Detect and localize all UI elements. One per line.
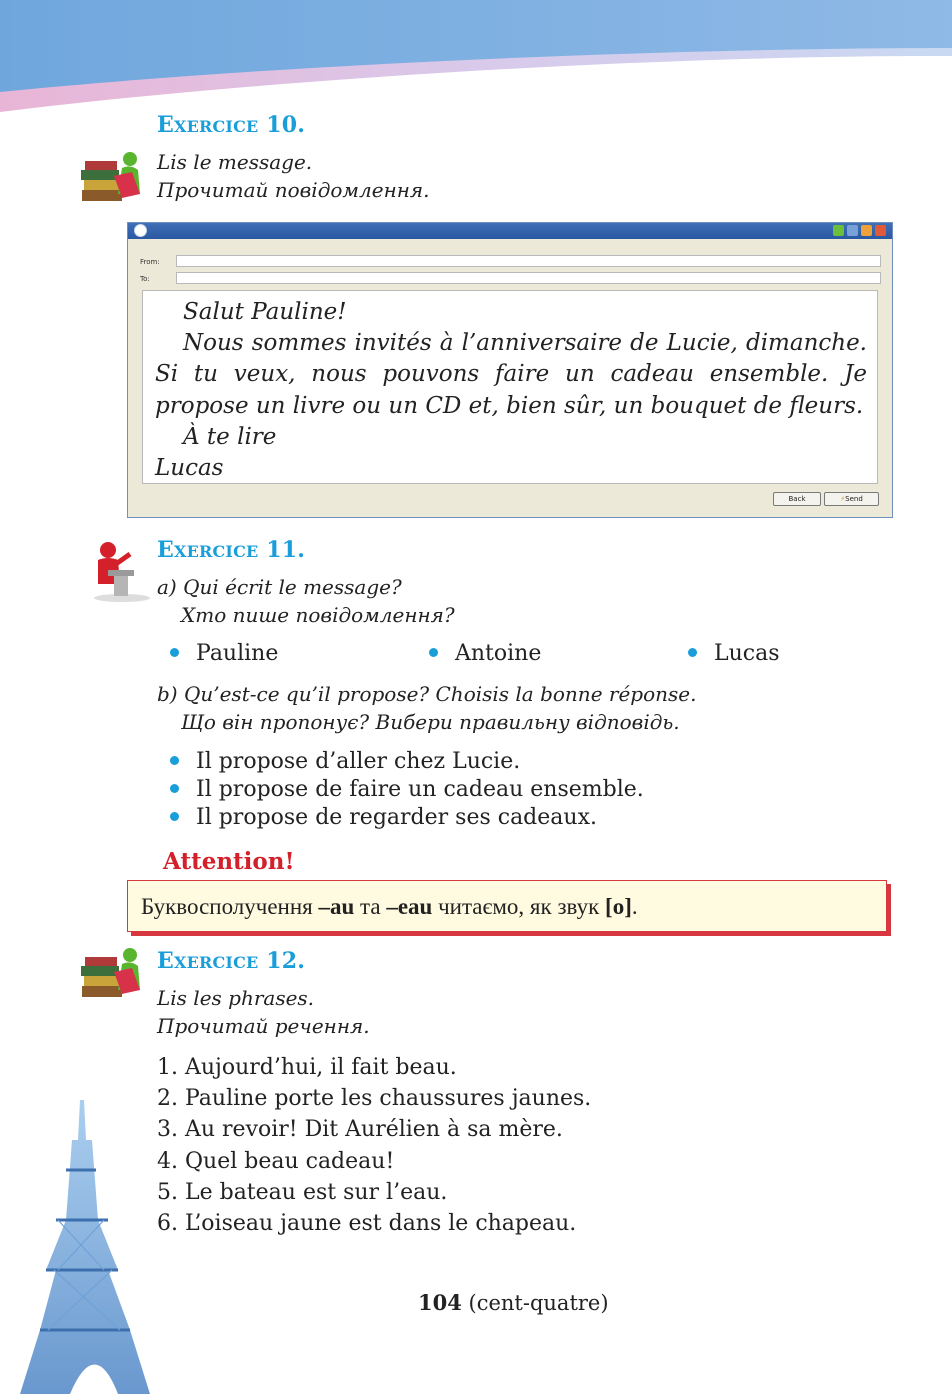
bullet-icon xyxy=(170,784,179,793)
email-window xyxy=(127,222,893,518)
exercise-12-title: EXERCICE 12. xyxy=(157,948,306,974)
attention-title: Attention! xyxy=(163,848,295,875)
exercise-11-title: EXERCICE 11. xyxy=(157,537,306,563)
exercise-10-instruction-uk: Прочитай повідомлення. xyxy=(157,178,430,202)
question-a-uk: Хто пише повідомлення? xyxy=(181,603,455,627)
sentence-list xyxy=(157,1052,591,1239)
books-reading-icon xyxy=(78,150,150,206)
bullet-icon xyxy=(170,812,179,821)
bullet-icon xyxy=(429,648,438,657)
message-body[interactable] xyxy=(142,290,878,484)
send-icon: ⚡ xyxy=(840,495,846,503)
message-text: Nous sommes invités à l’anniversaire de Lucie, dimanche. Si tu veux, nous pouvons faire un cadeau ensemble. Je propose un livre ou un CD et, bien sûr, un bouquet de fleurs. xyxy=(155,330,867,419)
help-icon[interactable] xyxy=(833,225,844,236)
option-a-1[interactable]: Pauline xyxy=(170,641,278,666)
eiffel-tower-icon xyxy=(0,1100,190,1394)
sentence-item: 6. L’oiseau jaune est dans le chapeau. xyxy=(157,1211,577,1237)
exercise-12-instruction-uk: Прочитай речення. xyxy=(157,1014,370,1038)
page-number: 104 (cent-quatre) xyxy=(418,1290,609,1315)
sentence-item: 2. Pauline porte les chaussures jaunes. xyxy=(157,1086,592,1112)
question-b-uk: Що він пропонує? Вибери правильну відповідь. xyxy=(181,710,680,734)
sentence-item: 4. Quel beau cadeau! xyxy=(157,1148,395,1174)
bullet-icon xyxy=(170,756,179,765)
mail-app-icon xyxy=(134,224,147,237)
from-field[interactable] xyxy=(176,255,881,267)
option-a-2[interactable]: Antoine xyxy=(429,641,541,666)
send-label: Send xyxy=(845,495,863,503)
option-b-1[interactable]: Il propose d’aller chez Lucie. xyxy=(170,748,520,776)
bullet-icon xyxy=(688,648,697,657)
option-a-3[interactable]: Lucas xyxy=(688,641,780,666)
message-signature: Lucas xyxy=(155,455,224,482)
email-titlebar xyxy=(128,223,892,239)
sentence-item: 3. Au revoir! Dit Aurélien à sa mère. xyxy=(157,1117,563,1143)
header-banner xyxy=(0,0,952,115)
option-b-3[interactable]: Il propose de regarder ses cadeaux. xyxy=(170,804,597,832)
send-button[interactable] xyxy=(824,492,879,506)
exercise-10-instruction-fr: Lis le message. xyxy=(157,150,313,174)
question-b-fr: b) Qu’est-ce qu’il propose? Choisis la bonne réponse. xyxy=(157,682,697,706)
question-a-fr: a) Qui écrit le message? xyxy=(157,575,402,599)
back-button[interactable]: Back xyxy=(773,492,821,506)
to-field[interactable] xyxy=(176,272,881,284)
sentence-item: 5. Le bateau est sur l’eau. xyxy=(157,1179,448,1205)
option-b-2[interactable]: Il propose de faire un cadeau ensemble. xyxy=(170,776,644,804)
books-reading-icon xyxy=(78,946,150,1002)
attention-note xyxy=(127,880,887,932)
from-label: From: xyxy=(140,258,160,266)
message-greeting: Salut Pauline! xyxy=(183,299,347,325)
minimize-icon[interactable] xyxy=(847,225,858,236)
to-label: To: xyxy=(140,275,150,283)
message-closing: À te lire xyxy=(183,423,277,450)
speaker-podium-icon xyxy=(86,540,150,602)
attention-text: Буквосполучення –au та –eau читаємо, як звук [o]. xyxy=(141,894,638,919)
bullet-icon xyxy=(170,648,179,657)
exercise-10-title: EXERCICE 10. xyxy=(157,112,306,138)
exercise-12-instruction-fr: Lis les phrases. xyxy=(157,986,315,1010)
sentence-item: 1. Aujourd’hui, il fait beau. xyxy=(157,1055,457,1080)
close-icon[interactable] xyxy=(875,225,886,236)
maximize-icon[interactable] xyxy=(861,225,872,236)
